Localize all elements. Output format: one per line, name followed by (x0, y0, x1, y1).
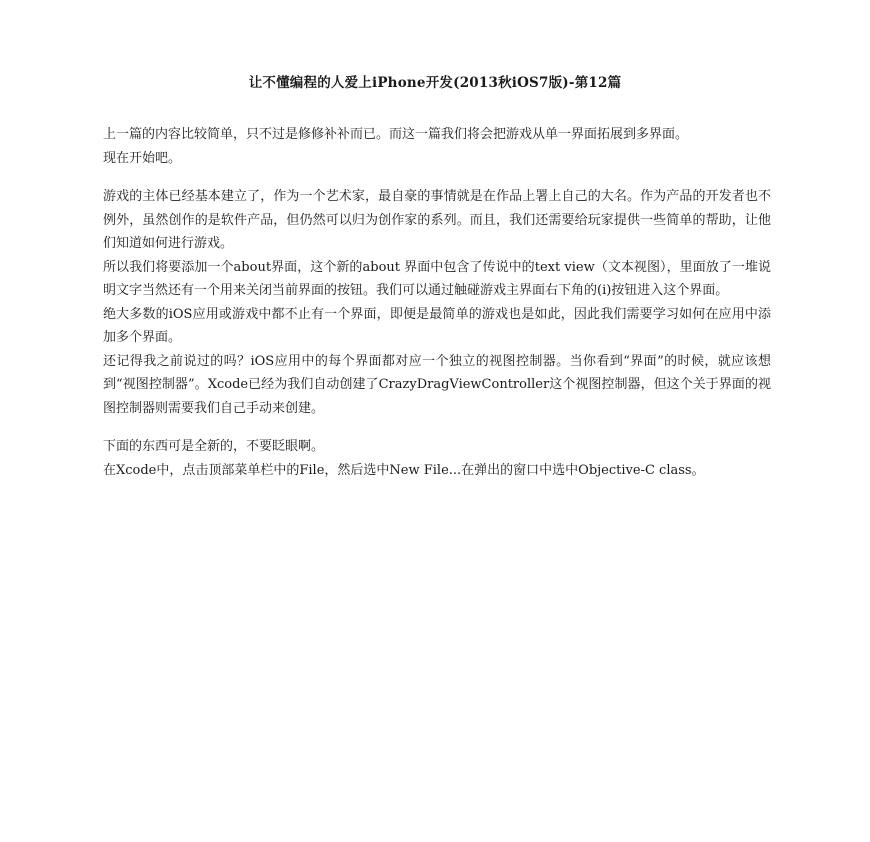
paragraph-game-body: 游戏的主体已经基本建立了，作为一个艺术家，最自豪的事情就是在作品上署上自己的大名。作为产品的开发者也不例外，虽然创作的是软件产品，但仍然可以归为创作家的系列。而且，我们还需要给玩家提供一些简单的帮助，让他们知道如何进行游戏。 (103, 189, 771, 251)
document-title: 让不懂编程的人爱上iPhone开发(2013秋iOS7版)-第12篇 (248, 75, 622, 91)
paragraph-xcode-steps: 在Xcode中，点击顶部菜单栏中的File，然后选中New File...在弹出的窗口中选中Objective-C class。 (103, 462, 705, 478)
paragraph-new-stuff: 下面的东西可是全新的，不要眨眼啊。 (103, 439, 325, 454)
paragraph-view-controllers: 还记得我之前说过的吗？iOS应用中的每个界面都对应一个独立的视图控制器。当你看到“界面”的时候，就应该想到“视图控制器”。Xcode已经为我们自动创建了CrazyDragViewController这个视图控制器，但这个关于界面的视图控制器则需要我们自己手动来创建。 (103, 353, 771, 416)
paragraph-about-screen: 所以我们将要添加一个about界面，这个新的about 界面中包含了传说中的text view（文本视图），里面放了一堆说明文字当然还有一个用来关闭当前界面的按钮。我们可以通过触碰游戏主界面右下角的(i)按钮进入这个界面。 (103, 259, 771, 298)
document-body (103, 123, 771, 482)
paragraph-intro: 上一篇的内容比较简单，只不过是修修补补而已。而这一篇我们将会把游戏从单一界面拓展到多界面。 (103, 127, 689, 142)
paragraph-spacer (103, 170, 771, 185)
paragraph-spacer (103, 420, 771, 435)
paragraph-multiple-screens: 绝大多数的iOS应用或游戏中都不止有一个界面，即便是最简单的游戏也是如此，因此我们需要学习如何在应用中添加多个界面。 (103, 306, 771, 345)
paragraph-start: 现在开始吧。 (103, 150, 182, 166)
